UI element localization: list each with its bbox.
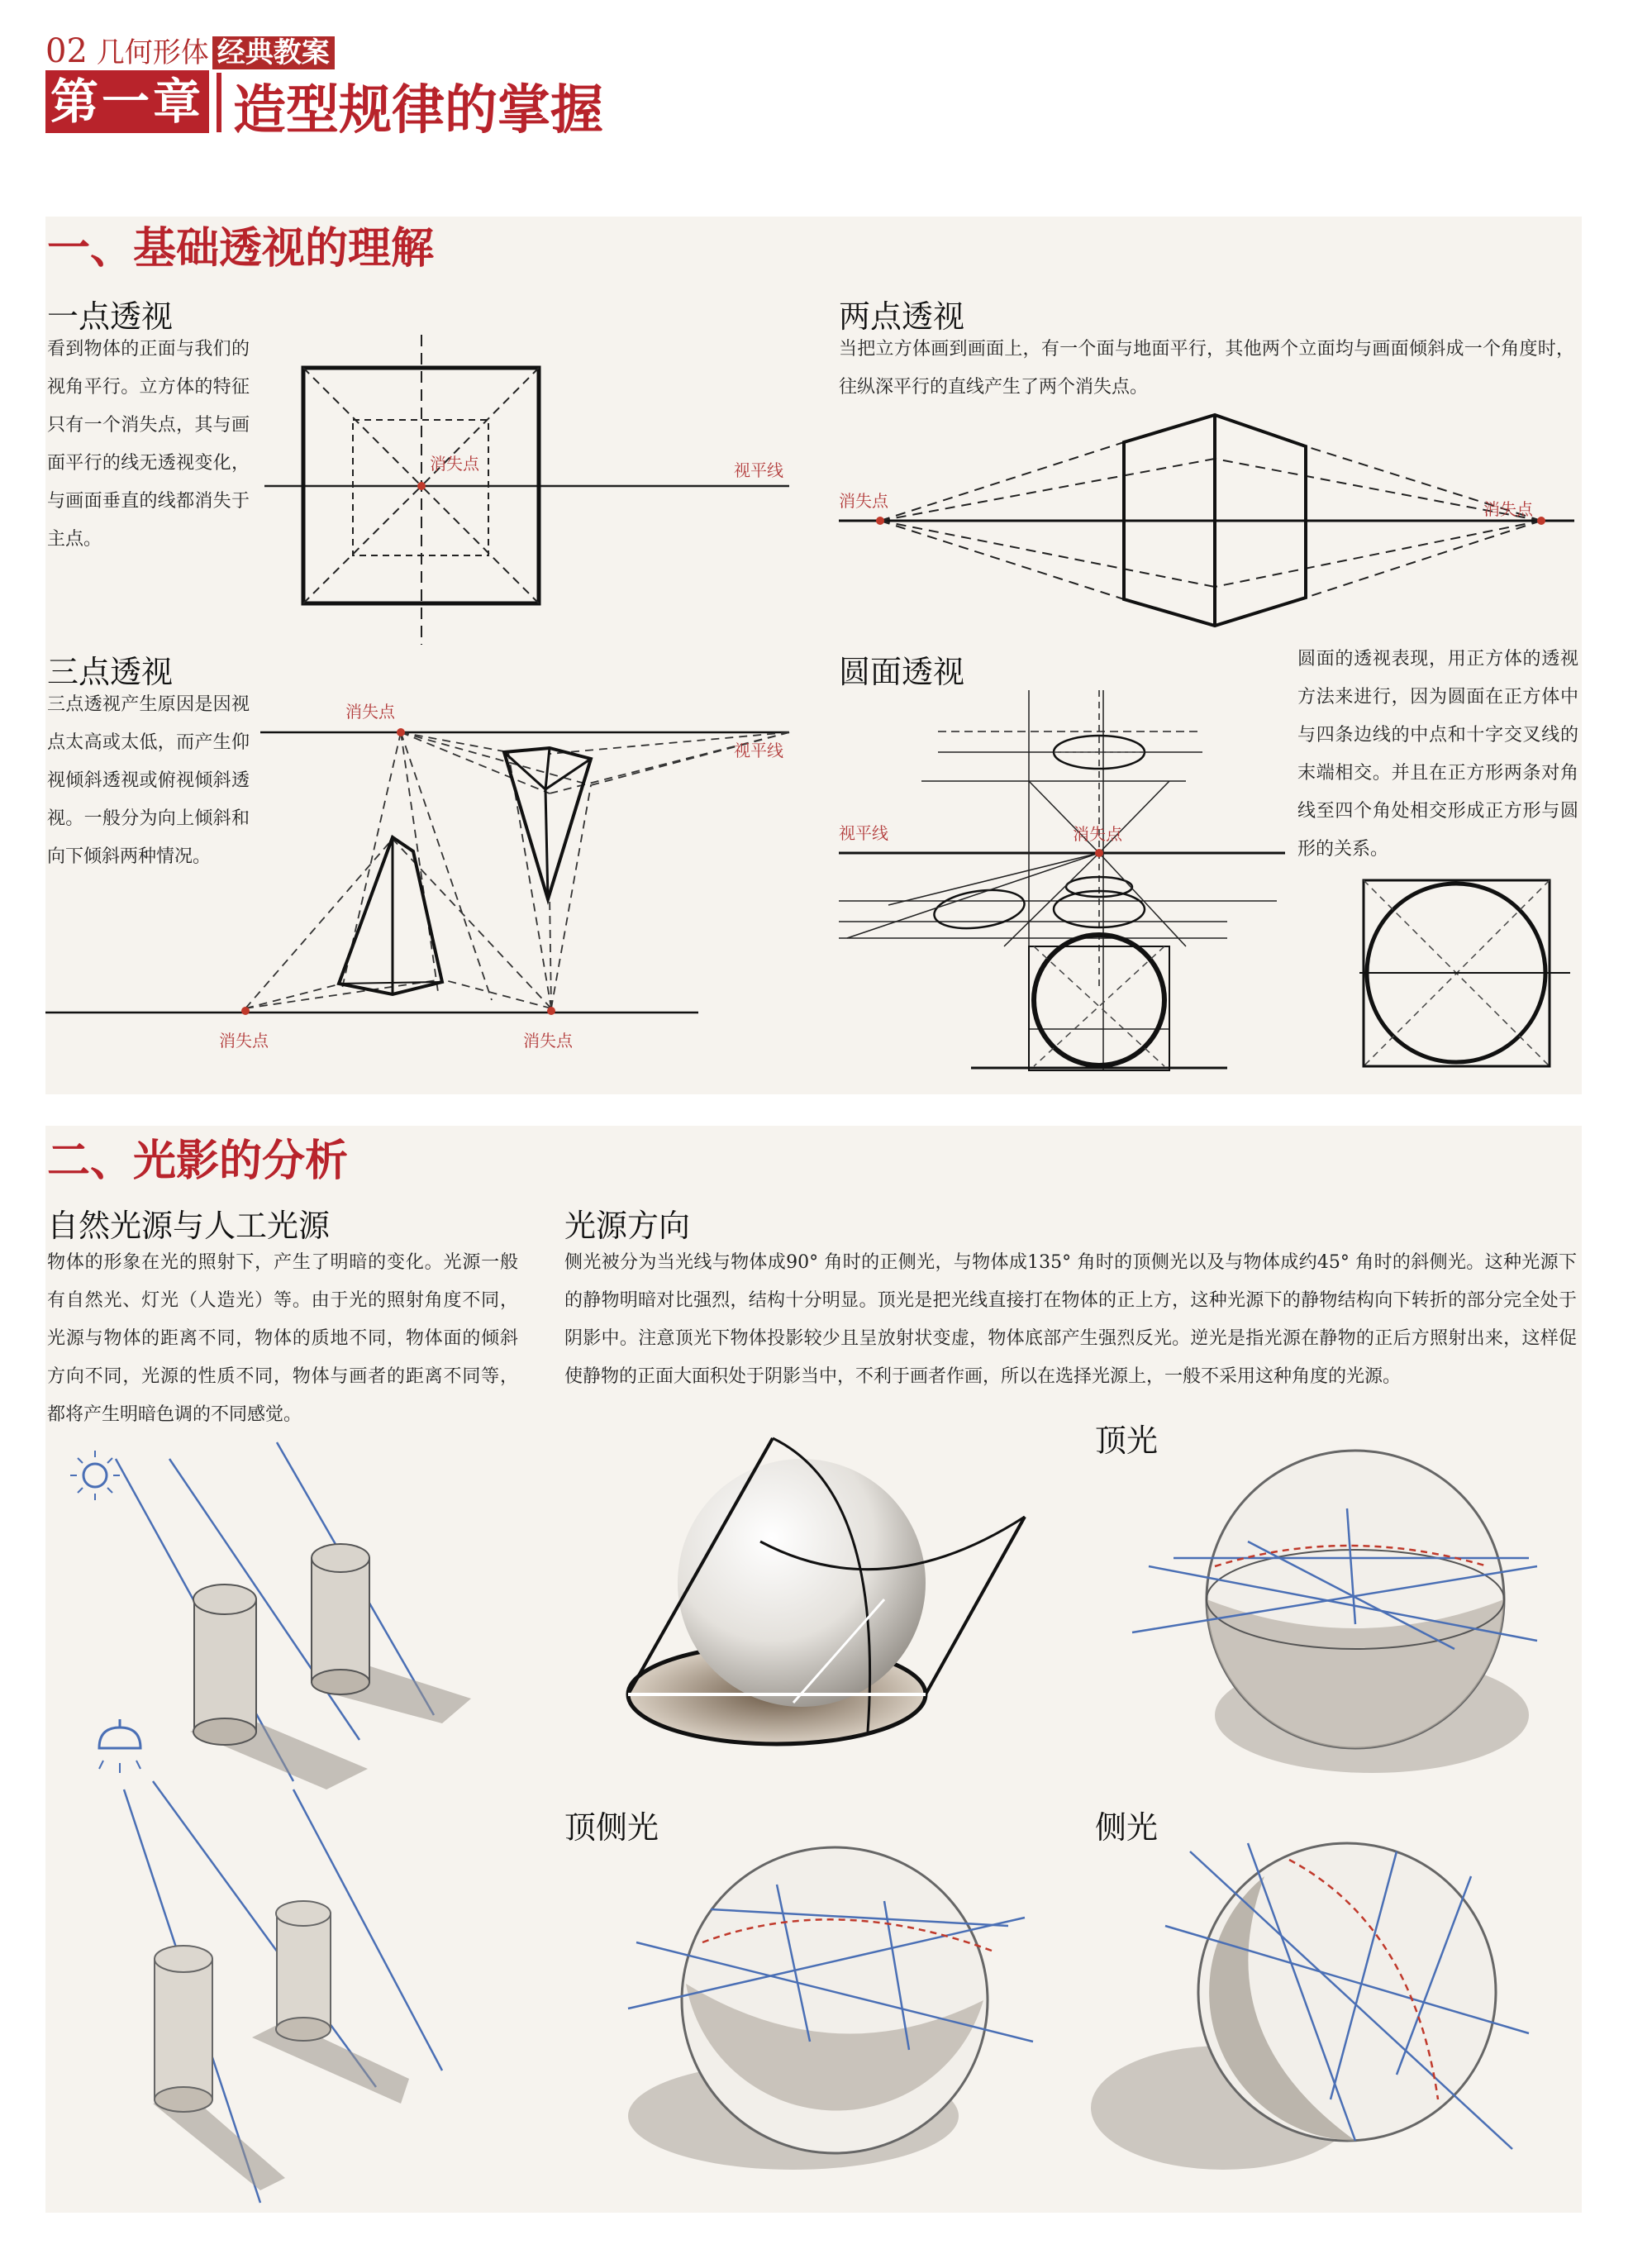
series-title: 几何形体 (96, 36, 209, 69)
chapter-divider (217, 73, 221, 132)
top-light-sphere-sketch (1099, 1434, 1562, 1798)
two-point-vp-left-label: 消失点 (839, 491, 888, 511)
three-point-vp-bottom-left-label: 消失点 (219, 1031, 269, 1051)
three-point-horizon-label: 视平线 (734, 741, 783, 760)
circle-title: 圆面透视 (839, 654, 965, 690)
square-circle-diagram (1359, 876, 1587, 1066)
side-light-label: 侧光 (1095, 1809, 1159, 1846)
one-point-title: 一点透视 (47, 298, 174, 335)
side-light-sphere-sketch (1083, 1827, 1578, 2190)
one-point-diagram (256, 335, 793, 649)
three-point-title: 三点透视 (47, 654, 174, 690)
two-point-vp-right-label: 消失点 (1483, 499, 1533, 519)
cylinders-light-sketch (45, 1442, 508, 2211)
three-point-vp-bottom-right-label: 消失点 (523, 1031, 573, 1051)
lamp-icon (99, 1719, 140, 1773)
top-side-light-label: 顶侧光 (564, 1809, 659, 1846)
natural-light-title: 自然光源与人工光源 (47, 1208, 331, 1244)
top-light-label: 顶光 (1095, 1422, 1159, 1459)
circle-horizon-label: 视平线 (839, 823, 888, 843)
one-point-vp-label: 消失点 (430, 454, 479, 474)
circle-text: 圆面的透视表现，用正方体的透视方法来进行，因为圆面在正方体中与四条边线的中点和十字交叉线的末端相交。并且在正方形两条对角线至四个角处相交形成正方形与圆形的关系。 (1297, 649, 1578, 860)
series-tag: 经典教案 (212, 36, 335, 69)
two-point-title: 两点透视 (839, 298, 965, 335)
chapter-label: 第一章 (45, 70, 209, 133)
section-light-title: 二、光影的分析 (47, 1136, 349, 1186)
three-point-vp-top-label: 消失点 (345, 702, 395, 722)
section-perspective-title: 一、基础透视的理解 (47, 223, 435, 274)
two-point-diagram (839, 409, 1583, 641)
two-point-text: 当把立方体画到画面上，有一个面与地面平行，其他两个立面均与画面倾斜成一个角度时，往纵深平行的直线产生了两个消失点。 (839, 339, 1574, 398)
page-header-kicker (45, 30, 335, 70)
page-number: 02 (45, 32, 88, 70)
chapter-title: 造型规律的掌握 (233, 79, 603, 141)
one-point-horizon-label: 视平线 (734, 460, 783, 480)
sun-icon (70, 1451, 120, 1500)
light-direction-title: 光源方向 (564, 1208, 691, 1244)
light-direction-text: 侧光被分为当光线与物体成90° 角时的正侧光，与物体成135° 角时的顶侧光以及与物体成约45° 角时的斜侧光。这种光源下的静物明暗对比强烈，结构十分明显。顶光是把光线直接打在物体的正上方，这种光源下的静物结构向下转折的部分完全处于阴影中。注意顶光下物体投影较少且呈放射状变虚，物体底部产生强烈反光。逆光是指光源在静物的正后方照射出来，这样促使静物的正面大面积处于阴影当中，不利于画者作画，所以在选择光源上，一般不采用这种角度的光源。 (564, 1252, 1577, 1387)
three-point-diagram (45, 719, 806, 1025)
three-point-text: 三点透视产生原因是因视点太高或太低，而产生仰视倾斜透视或俯视倾斜透视。一般分为向上倾斜和向下倾斜两种情况。 (47, 694, 250, 867)
sphere-light-cylinder-illustration (612, 1418, 1041, 1765)
circle-perspective-diagram (839, 690, 1302, 1087)
top-side-light-sphere-sketch (612, 1827, 1058, 2190)
one-point-text: 看到物体的正面与我们的视角平行。立方体的特征只有一个消失点，其与画面平行的线无透视变化，与画面垂直的线都消失于主点。 (47, 339, 250, 550)
natural-light-text: 物体的形象在光的照射下，产生了明暗的变化。光源一般有自然光、灯光（人造光）等。由于光的照射角度不同，光源与物体的距离不同，物体的质地不同，物体面的倾斜方向不同，光源的性质不同，物体与画者的距离不同等，都将产生明暗色调的不同感觉。 (47, 1252, 518, 1425)
circle-vp-label: 消失点 (1073, 824, 1122, 844)
